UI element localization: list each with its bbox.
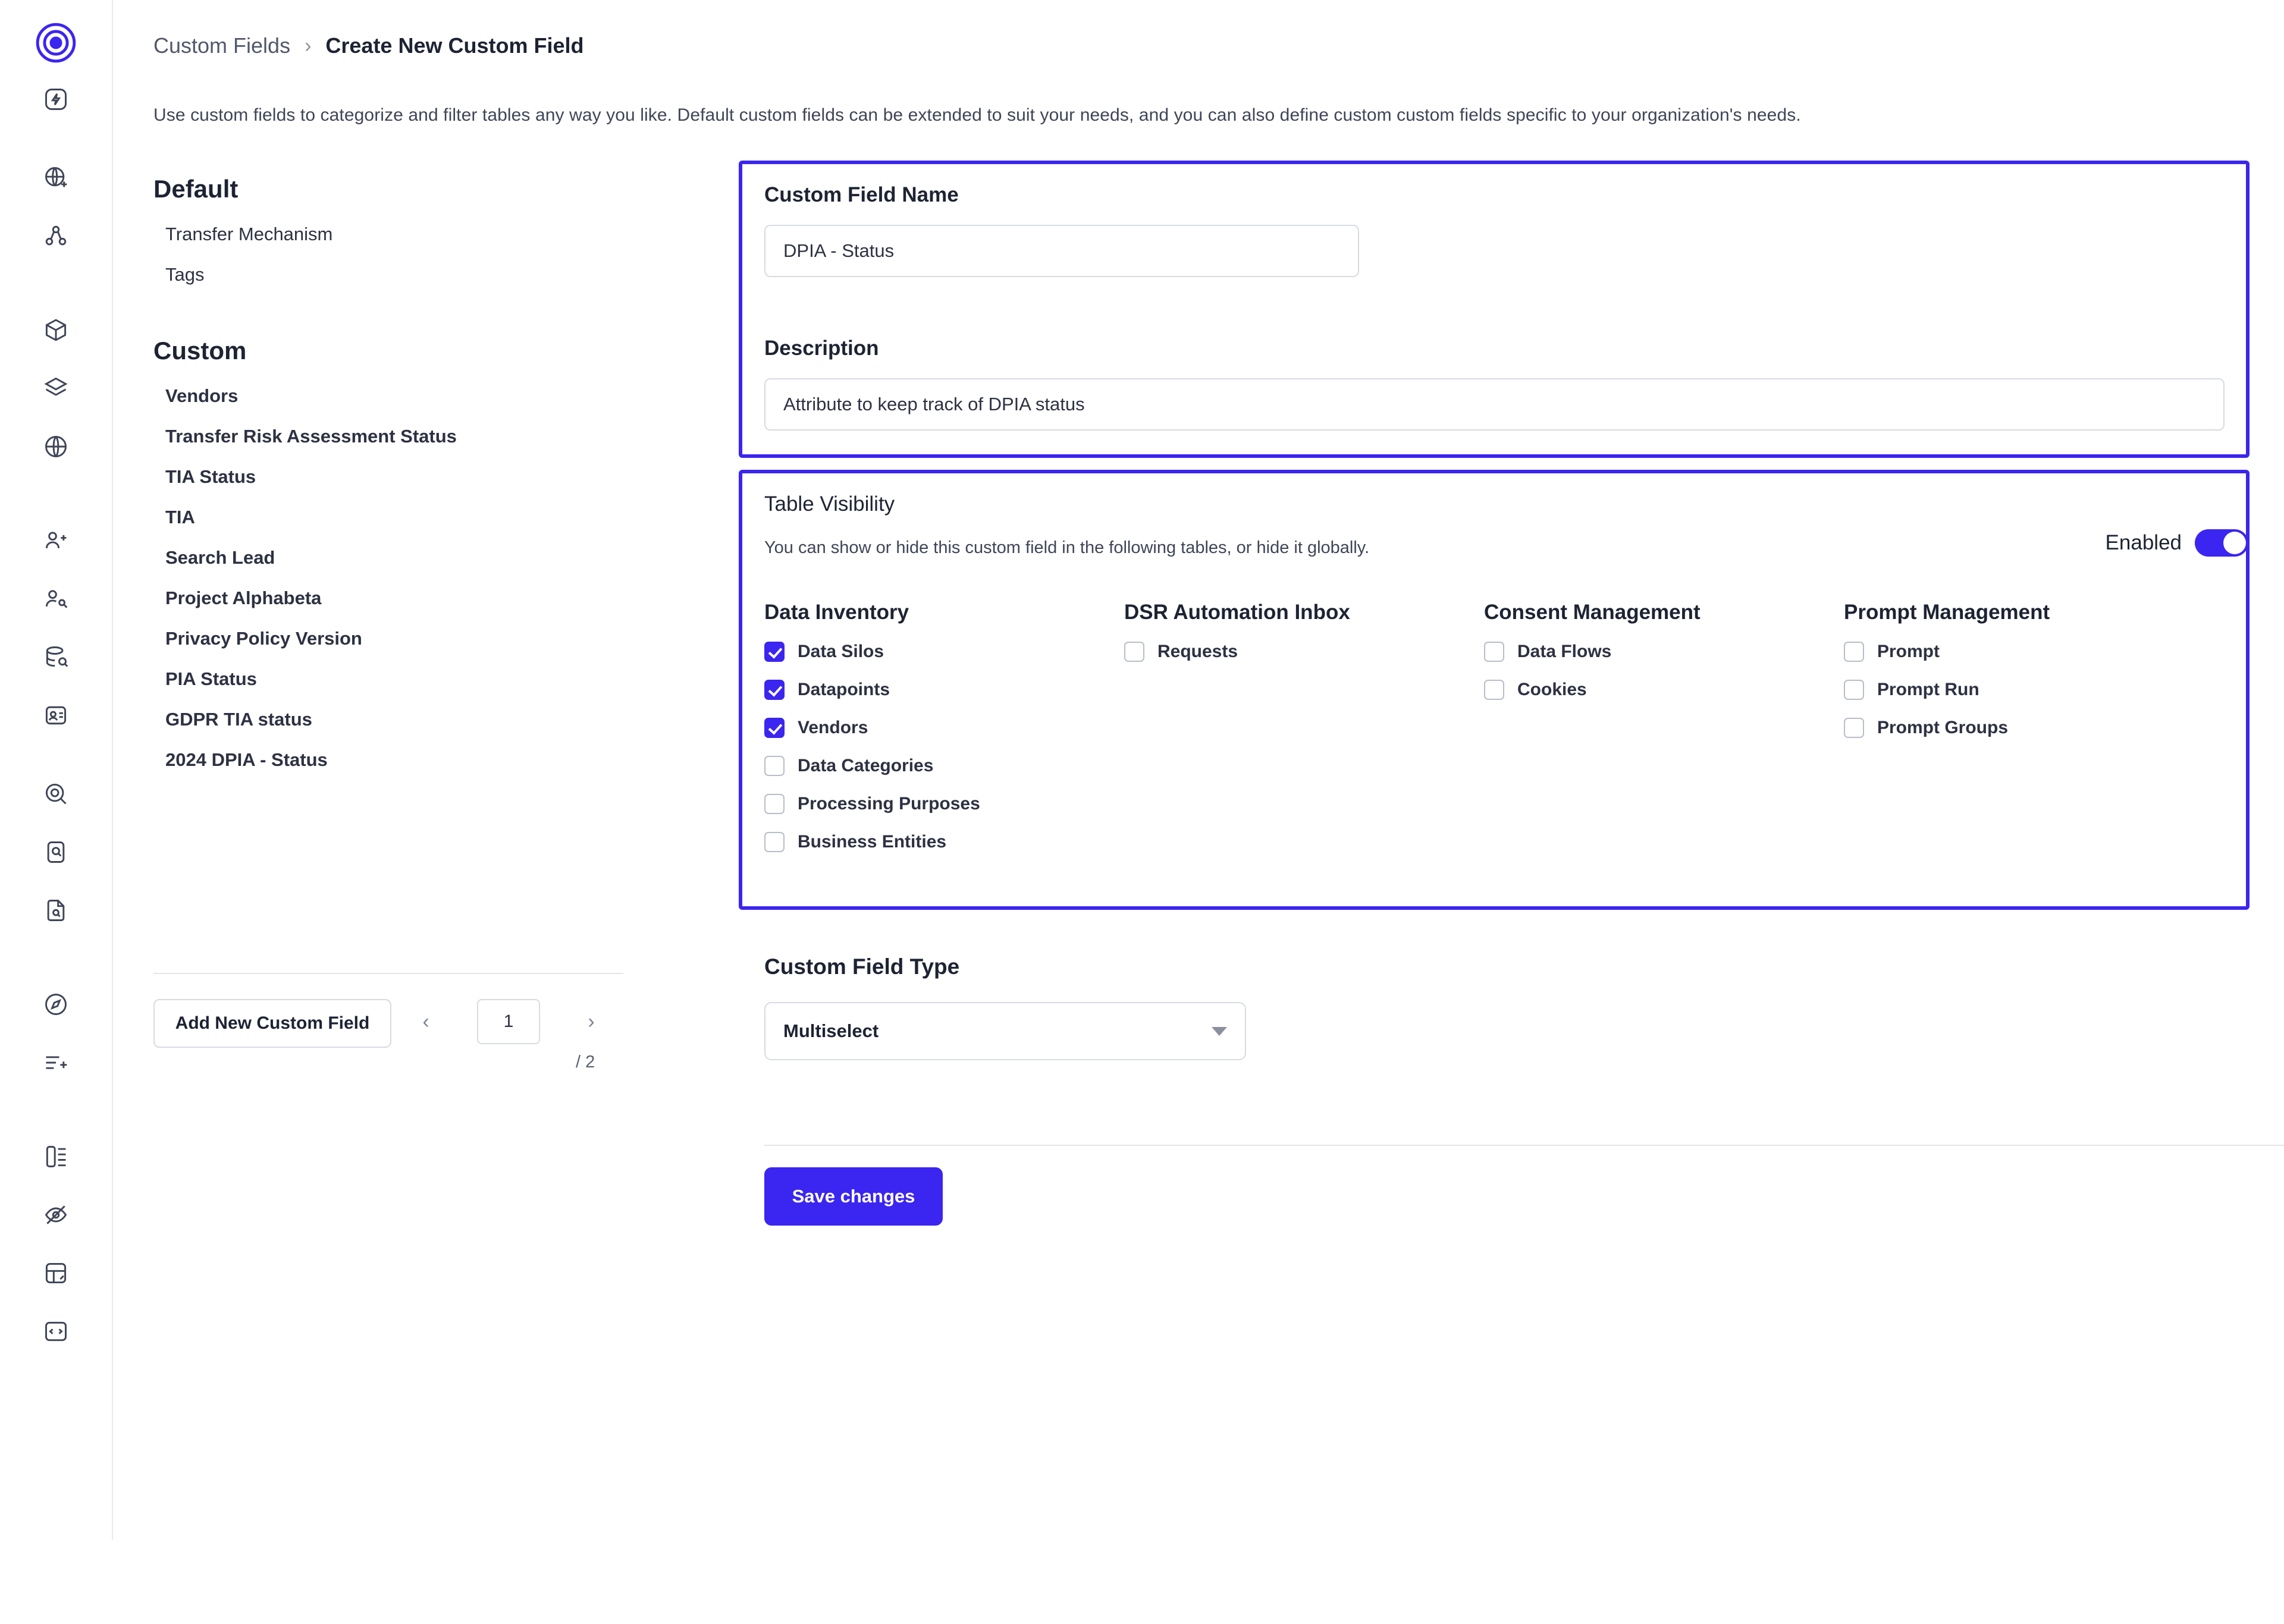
file-search-icon[interactable]	[35, 890, 77, 931]
custom-field-name-label: Custom Field Name	[764, 183, 959, 206]
page-total-label: / 2	[576, 1053, 595, 1072]
checkbox-processing-purposes[interactable]	[764, 794, 785, 814]
box-icon[interactable]	[35, 309, 77, 351]
checkbox-label: Data Silos	[798, 642, 884, 661]
table-visibility-subtitle: You can show or hide this custom field in the following tables, or hide it globally.	[764, 538, 1370, 557]
eye-off-icon[interactable]	[35, 1194, 77, 1236]
chevron-left-icon[interactable]: ‹	[422, 1010, 429, 1033]
checkbox-label: Vendors	[798, 718, 868, 737]
column-title: Data Inventory	[764, 601, 909, 624]
page-title: Create New Custom Field	[325, 33, 584, 58]
code-icon[interactable]	[35, 1311, 77, 1352]
checkbox-datapoints[interactable]	[764, 680, 785, 700]
checkbox-row-vendors[interactable]	[764, 716, 1124, 740]
checkbox-row-prompt-run[interactable]	[1844, 678, 2204, 702]
custom-field-name-input[interactable]: DPIA - Status	[764, 225, 1359, 277]
compass-icon[interactable]	[35, 984, 77, 1025]
list-item[interactable]: Project Alphabeta	[165, 588, 322, 608]
enabled-toggle[interactable]	[2195, 529, 2248, 557]
visibility-column-consent-management	[1484, 601, 1844, 868]
layout-edit-icon[interactable]	[35, 1252, 77, 1294]
checkbox-label: Datapoints	[798, 680, 890, 699]
list-item[interactable]: PIA Status	[165, 668, 257, 689]
visibility-columns	[764, 601, 2204, 868]
checkbox-row-data-flows[interactable]	[1484, 640, 1844, 664]
checkbox-row-data-categories[interactable]	[764, 754, 1124, 778]
checkbox-prompt-groups[interactable]	[1844, 718, 1864, 738]
list-item[interactable]: Search Lead	[165, 547, 275, 568]
checkbox-cookies[interactable]	[1484, 680, 1504, 700]
app-logo-icon[interactable]	[29, 15, 83, 70]
list-add-icon[interactable]	[35, 1042, 77, 1083]
checkbox-label: Prompt Groups	[1877, 718, 2009, 737]
list-divider	[153, 973, 623, 974]
custom-section-heading: Custom	[153, 337, 247, 365]
table-visibility-title: Table Visibility	[764, 492, 895, 516]
checkbox-requests[interactable]	[1124, 642, 1144, 662]
custom-field-type-select[interactable]	[764, 1002, 1246, 1060]
server-list-icon[interactable]	[35, 1136, 77, 1177]
users-icon[interactable]	[35, 520, 77, 561]
enabled-label: Enabled	[2105, 531, 2182, 554]
checkbox-row-requests[interactable]	[1124, 640, 1484, 664]
breadcrumb-parent[interactable]: Custom Fields	[153, 33, 291, 58]
breadcrumb	[153, 33, 583, 58]
checkbox-label: Processing Purposes	[798, 794, 980, 813]
checkbox-row-business-entities[interactable]	[764, 830, 1124, 854]
left-nav-rail	[0, 0, 113, 1540]
default-section-heading: Default	[153, 175, 239, 203]
checkbox-row-prompt[interactable]	[1844, 640, 2204, 664]
column-title: Prompt Management	[1844, 601, 2050, 624]
custom-field-type-value: Multiselect	[783, 1020, 879, 1041]
save-changes-button[interactable]: Save changes	[764, 1167, 943, 1226]
globe-add-icon[interactable]	[35, 157, 77, 199]
share-nodes-icon[interactable]	[35, 215, 77, 257]
pagination	[410, 999, 607, 1044]
device-search-icon[interactable]	[35, 831, 77, 873]
list-item[interactable]: Tags	[165, 264, 205, 285]
checkbox-business-entities[interactable]	[764, 832, 785, 852]
column-title: DSR Automation Inbox	[1124, 601, 1350, 624]
description-label: Description	[764, 337, 879, 360]
id-card-icon[interactable]	[35, 695, 77, 736]
checkbox-label: Data Flows	[1517, 642, 1612, 661]
checkbox-label: Prompt Run	[1877, 680, 1979, 699]
page-number-input[interactable]: 1	[477, 999, 540, 1044]
checkbox-label: Business Entities	[798, 832, 947, 852]
list-item[interactable]: TIA	[165, 507, 195, 527]
list-item[interactable]: GDPR TIA status	[165, 709, 312, 730]
checkbox-row-prompt-groups[interactable]	[1844, 716, 2204, 740]
list-item[interactable]: Transfer Mechanism	[165, 224, 333, 244]
list-item[interactable]: TIA Status	[165, 466, 256, 487]
enabled-toggle-group	[2106, 529, 2248, 557]
chevron-down-icon	[1212, 1027, 1227, 1036]
layers-icon[interactable]	[35, 367, 77, 409]
search-circle-icon[interactable]	[35, 773, 77, 815]
page-description: Use custom fields to categorize and filter tables any way you like. Default custom fields can be extended to suit your needs, and you can also define custom custom fields specific to your organization's needs.	[153, 105, 1801, 125]
visibility-column-prompt-management	[1844, 601, 2204, 868]
custom-field-list	[153, 159, 623, 780]
checkbox-prompt-run[interactable]	[1844, 680, 1864, 700]
list-item[interactable]: Transfer Risk Assessment Status	[165, 426, 457, 447]
checkbox-row-datapoints[interactable]	[764, 678, 1124, 702]
checkbox-data-categories[interactable]	[764, 756, 785, 776]
checkbox-data-silos[interactable]	[764, 642, 785, 662]
custom-field-type-label: Custom Field Type	[764, 954, 960, 979]
checkbox-row-processing-purposes[interactable]	[764, 792, 1124, 816]
description-input[interactable]: Attribute to keep track of DPIA status	[764, 378, 2225, 431]
list-item[interactable]: Vendors	[165, 385, 239, 406]
column-title: Consent Management	[1484, 601, 1701, 624]
list-item[interactable]: Privacy Policy Version	[165, 628, 362, 649]
checkbox-data-flows[interactable]	[1484, 642, 1504, 662]
checkbox-label: Cookies	[1517, 680, 1587, 699]
checkbox-label: Requests	[1157, 642, 1238, 661]
user-key-icon[interactable]	[35, 578, 77, 620]
checkbox-row-data-silos[interactable]	[764, 640, 1124, 664]
checkbox-vendors[interactable]	[764, 718, 785, 738]
visibility-column-data-inventory	[764, 601, 1124, 868]
list-item[interactable]: 2024 DPIA - Status	[165, 749, 328, 770]
checkbox-prompt[interactable]	[1844, 642, 1864, 662]
database-search-icon[interactable]	[35, 636, 77, 678]
checkbox-row-cookies[interactable]	[1484, 678, 1844, 702]
activity-icon[interactable]	[35, 78, 77, 120]
main-content	[113, 0, 2284, 1624]
chevron-right-icon: ›	[305, 34, 312, 57]
chevron-right-icon[interactable]: ›	[588, 1010, 595, 1033]
visibility-column-dsr-automation-inbox	[1124, 601, 1484, 868]
globe-icon[interactable]	[35, 426, 77, 467]
checkbox-label: Prompt	[1877, 642, 1940, 661]
form-divider	[764, 1145, 2284, 1146]
add-new-custom-field-button[interactable]: Add New Custom Field	[153, 999, 391, 1048]
checkbox-label: Data Categories	[798, 756, 934, 775]
